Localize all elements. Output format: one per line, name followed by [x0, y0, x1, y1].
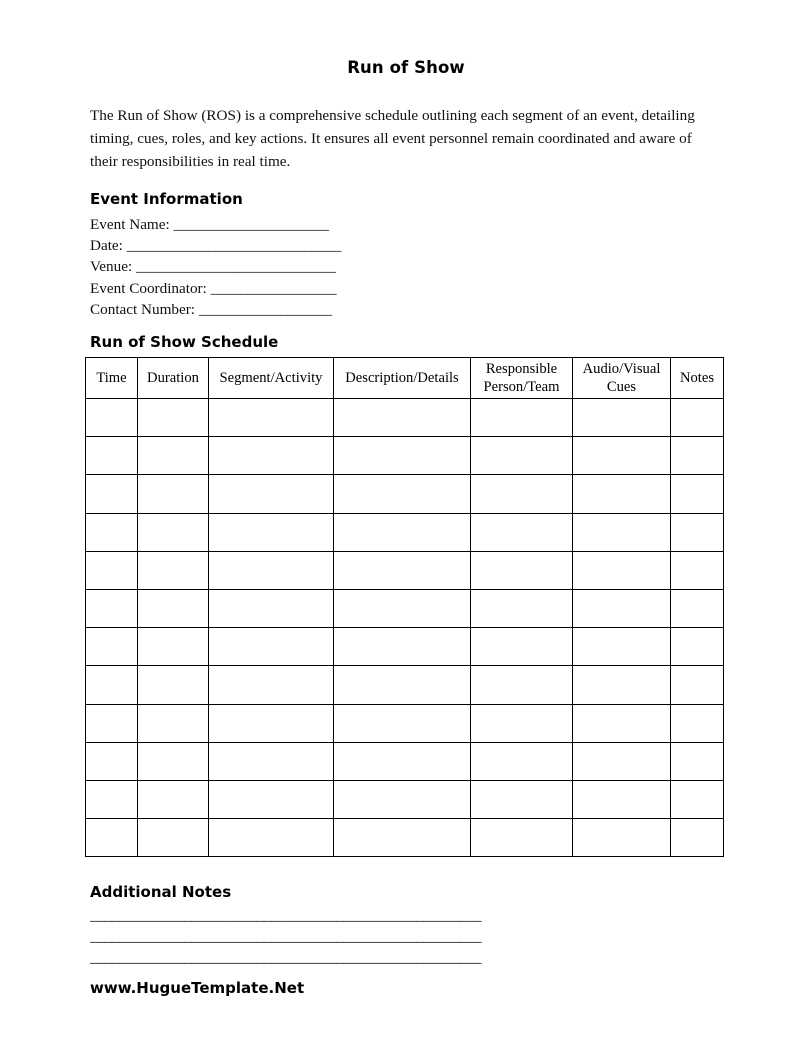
table-cell[interactable] — [138, 589, 209, 627]
table-cell[interactable] — [209, 780, 334, 818]
table-cell[interactable] — [334, 437, 471, 475]
table-cell[interactable] — [471, 704, 573, 742]
table-cell[interactable] — [334, 666, 471, 704]
table-cell[interactable] — [671, 704, 724, 742]
table-cell[interactable] — [671, 437, 724, 475]
field-event-coordinator[interactable] — [90, 278, 510, 299]
schedule-table — [85, 357, 724, 857]
table-row — [86, 551, 724, 589]
table-cell[interactable] — [334, 780, 471, 818]
table-cell[interactable] — [671, 589, 724, 627]
additional-notes-lines — [90, 905, 520, 968]
table-cell[interactable] — [334, 399, 471, 437]
table-cell[interactable] — [573, 742, 671, 780]
table-cell[interactable] — [138, 551, 209, 589]
notes-blank-line-2[interactable]: ______________________________________________________ — [90, 928, 482, 945]
table-cell[interactable] — [671, 628, 724, 666]
table-cell[interactable] — [138, 704, 209, 742]
table-cell[interactable] — [334, 628, 471, 666]
table-cell[interactable] — [471, 819, 573, 857]
table-cell[interactable] — [334, 589, 471, 627]
column-header-segment: Segment/Activity — [209, 358, 334, 399]
table-cell[interactable] — [138, 780, 209, 818]
table-cell[interactable] — [671, 780, 724, 818]
table-cell[interactable] — [334, 819, 471, 857]
table-row — [86, 437, 724, 475]
table-row — [86, 628, 724, 666]
field-label-event-name: Event Name: — [90, 216, 170, 233]
table-header-row — [86, 358, 724, 399]
table-cell[interactable] — [573, 589, 671, 627]
table-cell[interactable] — [209, 399, 334, 437]
table-cell[interactable] — [209, 819, 334, 857]
table-cell[interactable] — [471, 780, 573, 818]
table-cell[interactable] — [471, 437, 573, 475]
table-cell[interactable] — [209, 475, 334, 513]
additional-notes-heading: Additional Notes — [90, 883, 232, 901]
event-information-heading: Event Information — [90, 190, 243, 208]
table-cell[interactable] — [671, 475, 724, 513]
table-row — [86, 819, 724, 857]
table-cell[interactable] — [573, 666, 671, 704]
table-cell[interactable] — [471, 628, 573, 666]
table-cell[interactable] — [138, 819, 209, 857]
field-line-venue[interactable]: ___________________________ — [135, 258, 336, 276]
field-line-event-name[interactable]: _____________________ — [173, 216, 329, 233]
table-cell[interactable] — [209, 437, 334, 475]
table-cell[interactable] — [209, 551, 334, 589]
table-cell[interactable] — [209, 628, 334, 666]
table-cell[interactable] — [471, 742, 573, 780]
table-cell[interactable] — [334, 742, 471, 780]
table-cell[interactable] — [86, 513, 138, 551]
table-cell[interactable] — [671, 742, 724, 780]
table-cell[interactable] — [471, 399, 573, 437]
table-cell[interactable] — [573, 551, 671, 589]
field-venue[interactable] — [90, 256, 510, 277]
table-cell[interactable] — [471, 666, 573, 704]
table-row — [86, 704, 724, 742]
schedule-table-header — [86, 358, 724, 399]
schedule-heading: Run of Show Schedule — [90, 333, 279, 351]
table-cell[interactable] — [573, 819, 671, 857]
field-date[interactable] — [90, 235, 510, 256]
table-cell[interactable] — [573, 704, 671, 742]
table-row — [86, 513, 724, 551]
table-cell[interactable] — [138, 399, 209, 437]
notes-blank-line-1[interactable]: ______________________________________________________ — [90, 907, 482, 924]
table-row — [86, 780, 724, 818]
table-cell[interactable] — [86, 551, 138, 589]
page-title: Run of Show — [347, 58, 465, 77]
table-cell[interactable] — [209, 704, 334, 742]
table-cell[interactable] — [471, 475, 573, 513]
event-information-fields — [90, 214, 510, 320]
footer-website: www.HugueTemplate.Net — [90, 979, 305, 997]
table-cell[interactable] — [671, 513, 724, 551]
column-header-time: Time — [86, 358, 138, 399]
table-row — [86, 399, 724, 437]
table-cell[interactable] — [573, 628, 671, 666]
table-cell[interactable] — [86, 437, 138, 475]
field-event-name[interactable] — [90, 214, 510, 235]
table-cell[interactable] — [86, 704, 138, 742]
column-header-description: Description/Details — [334, 358, 471, 399]
column-header-audio-visual: Audio/Visual Cues — [573, 358, 671, 399]
table-row — [86, 742, 724, 780]
table-cell[interactable] — [671, 819, 724, 857]
table-cell[interactable] — [86, 666, 138, 704]
field-line-date[interactable]: _____________________________ — [126, 237, 342, 255]
field-label-event-coordinator: Event Coordinator: — [90, 279, 207, 297]
table-cell[interactable] — [334, 513, 471, 551]
table-cell[interactable] — [209, 742, 334, 780]
table-cell[interactable] — [138, 666, 209, 704]
table-cell[interactable] — [573, 475, 671, 513]
table-cell[interactable] — [86, 742, 138, 780]
table-cell[interactable] — [86, 780, 138, 818]
column-header-responsible: Responsible Person/Team — [471, 358, 573, 399]
table-cell[interactable] — [86, 589, 138, 627]
table-cell[interactable] — [573, 513, 671, 551]
table-cell[interactable] — [471, 589, 573, 627]
column-header-duration: Duration — [138, 358, 209, 399]
field-label-contact-number: Contact Number: — [90, 300, 196, 318]
table-cell[interactable] — [138, 437, 209, 475]
field-line-event-coordinator[interactable]: _________________ — [210, 279, 337, 297]
table-cell[interactable] — [209, 666, 334, 704]
column-header-notes: Notes — [671, 358, 724, 399]
table-cell[interactable] — [86, 628, 138, 666]
table-row — [86, 589, 724, 627]
table-cell[interactable] — [138, 513, 209, 551]
intro-paragraph: The Run of Show (ROS) is a comprehensive schedule outlining each segment of an event, detailing timing, cues, roles, and key actions. It ensures all event personnel remain coordinated and aware of their responsibilities in real time. — [90, 107, 695, 170]
table-cell[interactable] — [334, 704, 471, 742]
table-cell[interactable] — [86, 819, 138, 857]
table-cell[interactable] — [209, 589, 334, 627]
table-cell[interactable] — [573, 780, 671, 818]
table-cell[interactable] — [471, 513, 573, 551]
table-cell[interactable] — [86, 399, 138, 437]
table-cell[interactable] — [138, 742, 209, 780]
table-cell[interactable] — [334, 551, 471, 589]
schedule-table-body — [86, 399, 724, 857]
field-label-date: Date: — [90, 237, 123, 255]
table-cell[interactable] — [209, 513, 334, 551]
table-cell[interactable] — [573, 437, 671, 475]
table-cell[interactable] — [86, 475, 138, 513]
table-cell[interactable] — [671, 666, 724, 704]
notes-blank-line-3[interactable]: ______________________________________________________ — [90, 949, 482, 966]
table-cell[interactable] — [671, 399, 724, 437]
table-cell[interactable] — [671, 551, 724, 589]
field-line-contact-number[interactable]: __________________ — [198, 300, 332, 318]
field-contact-number[interactable] — [90, 299, 510, 320]
table-cell[interactable] — [138, 628, 209, 666]
table-cell[interactable] — [573, 399, 671, 437]
table-cell[interactable] — [138, 475, 209, 513]
table-cell[interactable] — [334, 475, 471, 513]
table-row — [86, 475, 724, 513]
table-row — [86, 666, 724, 704]
table-cell[interactable] — [471, 551, 573, 589]
field-label-venue: Venue: — [90, 258, 133, 276]
